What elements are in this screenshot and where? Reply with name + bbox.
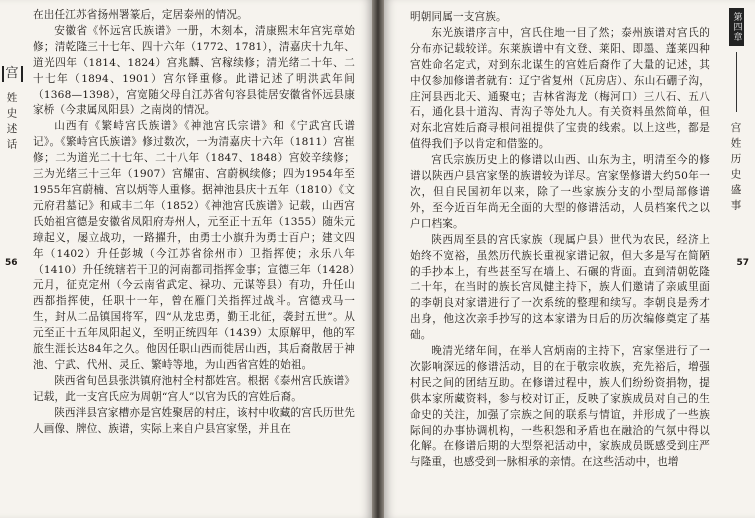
left-side-margin bbox=[2, 66, 22, 154]
left-page bbox=[0, 0, 372, 518]
side-chapter-title: 宫姓历史盛事 bbox=[729, 122, 742, 215]
side-surname-char: 宫 bbox=[2, 66, 23, 82]
side-rule bbox=[736, 52, 737, 112]
paragraph: 明朝同属一支宫族。 bbox=[410, 11, 507, 23]
book-gutter bbox=[372, 0, 384, 518]
side-book-title: 姓史述话 bbox=[5, 92, 18, 154]
paragraph: 安徽省《怀远宫氏族谱》一册，木刻本，清康熙末年宫宪章始修；清乾隆三十七年、四十六年（1772、1781），清嘉庆十九年、道光四年（1814、1824）宫兆麟、宫稼续修；清光绪二十年、二十七年（1894、1901）宫尔铎重修。此谱记述了明洪武年间（1368—1398），宫宽随父母自江苏省句容县徙居安徽省怀远县康家桥（今隶属凤阳县）之南岗的情况。 bbox=[33, 24, 355, 117]
paragraph: 陕西周至县的宫氏家族（现属户县）世代为农民，经济上始终不宽裕，虽然历代族长重视家谱记叙，但大多是写在简陋的手抄本上，有些甚至写在墙上、石碾的背面。直到清朝乾隆二十年，在当时的族长宫凤健主持下，族人们邀请了亲戚里面的李朝良对家谱进行了一次系统的整理和续写。李朝良是秀才出身，他这次亲手抄写的这本家谱为日后的历次编修奠定了基础。 bbox=[410, 233, 710, 342]
right-side-margin bbox=[721, 8, 751, 215]
page-number-left: 56 bbox=[5, 258, 18, 268]
left-body-text bbox=[33, 8, 355, 437]
paragraph: 山西有《繁峙宫氏族谱》《神池宫氏宗谱》和《宁武宫氏谱记》。《繁峙宫氏族谱》修过数次，一为清嘉庆十六年（1811）宫崔修；二为道光二十七年、二十八年（1847、1848）宫姣辛续修；三为光绪三十三年（1907）宫耀宙、宫蔚枫续修；四为1954年至1955年宫蔚楠、宫以炳等人重修。据神池县庆十五年（1810）《文元府君墓记》和咸丰二年（1852）《神池宫氏族谱》记载，山西宫氏始祖宫德是安徽省凤阳府寿州人，元至正十五年（1355）随朱元璋起义，屡立战功，一路擢升，由勇士小旗升为勇士百户；建文四年（1402）升任彭城（今江苏省徐州市）卫指挥使；永乐八年（1410）升任统辖若干卫的河南都司指挥金事；宣德三年（1428）元月，征克定州（今云南省武定、禄功、元谋等县）有功，升任山西都指挥使，任职十一年，曾在雁门关指挥过战斗。宫德戎马一生，封从二品镇国将军，四“从龙忠勇，勤王北征，袭封五世”。从元至正十五年凤阳起义，至明正统四年（1439）太原解甲，他的军旅生涯长达84年之久。他因任职山西而徙居山西，其后裔散居于神池、宁武、代州、灵丘、繁峙等地，为山西省宫姓的始祖。 bbox=[33, 120, 355, 371]
paragraph: 东光族谱序言中，宫氏住地一目了然；泰州族谱对宫氏的分布亦记载较详。东莱族谱中有文登、莱阳、即墨、蓬莱四种宫姓命名定式，对到东北谋生的宫姓后裔作了大量的记述，其中仅参加修谱者就有：辽宁省复州（瓦房店）、东山石硼子沟，庄河县西北天、通聚屯；吉林省海龙（梅河口）三八石、五八石，通化县十道沟、青沟子等处九人。有关资料虽然简单，但对东北宫姓后裔寻根问祖提供了宝贵的线索。以上这些，都是值得我们予以肯定和借鉴的。 bbox=[410, 26, 710, 151]
chapter-tag: 第四章 bbox=[729, 8, 744, 46]
page-number-right: 57 bbox=[736, 258, 749, 268]
paragraph: 晚清光绪年间，在举人宫炳南的主持下，宫家堡进行了一次影响深远的修谱活动，目的在于敬宗收族，充先裕后，增强村民之间的团结互助。在修谱过程中，族人们纷纷资捐物，提供本家所藏资料，参与校对订正，反映了家族成员对自己的生命史的关注，加强了宗族之间的联系与情谊，并形成了一些族际间的办事协调机构，一些积怨和矛盾也在融洽的气氛中得以化解。在修谱后期的大型祭祀活动中，家族成员既感受到庄严与隆重，也感受到一脉相承的亲情。在这些活动中，也增 bbox=[410, 345, 710, 469]
paragraph: 陕西省旬邑县张洪镇府池村全村都姓宫。根据《泰州宫氏族谱》记载，此一支宫氏应为周朝“宫人”以官为氏的宫姓后裔。 bbox=[33, 374, 356, 403]
paragraph: 陕西泮县宫家槽亦是宫姓聚居的村庄，该村中收藏的宫氏历世先人画像、牌位、族谱，实际上来自户县宫家堡，并且在 bbox=[33, 406, 356, 435]
right-body-text bbox=[410, 10, 710, 471]
paragraph: 宫氏宗族历史上的修谱以山西、山东为主，明清至今的修谱以陕西户县宫家堡的族谱较为详尽。宫家堡修谱大约50年一次，但自民国初年以来，除了一些家族分支的小型局部修谱外，至今近百年尚无全面的大型的修谱活动，人员档案代之以户口档案。 bbox=[410, 154, 710, 230]
paragraph: 在出任江苏省扬州署篆后，定居泰州的情况。 bbox=[33, 9, 248, 21]
right-page bbox=[384, 0, 755, 518]
